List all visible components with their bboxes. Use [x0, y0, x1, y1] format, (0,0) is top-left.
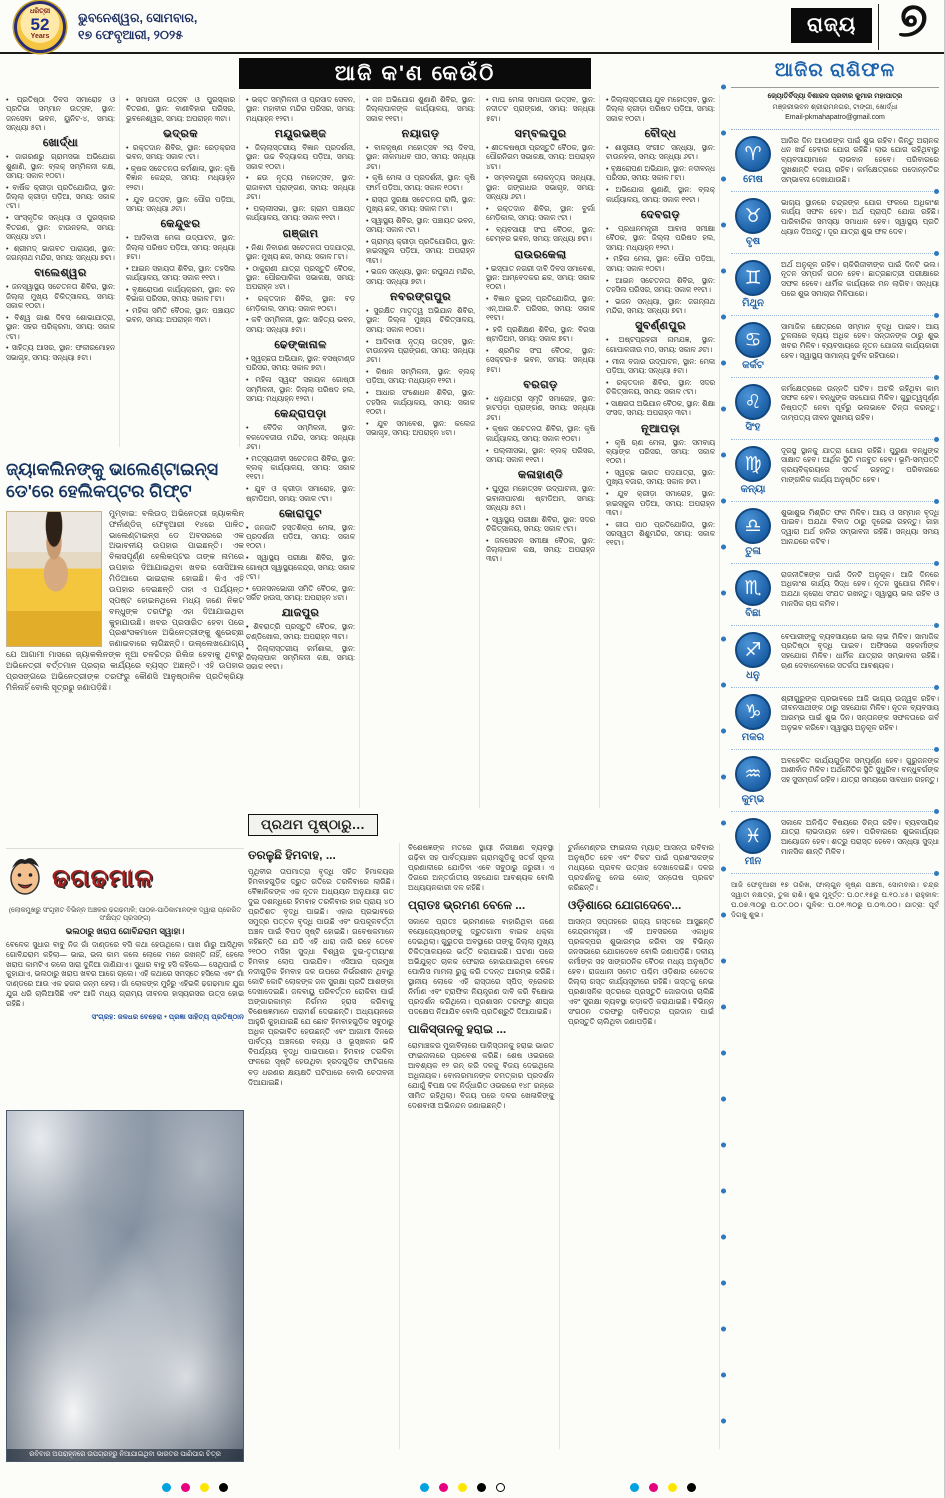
- city-heading: ବରଗଡ଼: [523, 378, 558, 391]
- registration-mark: [496, 1483, 505, 1492]
- article-headline: ପ୍ରାତଃ ଭ୍ରମଣ ବେଳେ ...: [408, 898, 526, 913]
- cartoon-lead: ଭଲଠାରୁ ଖରାପ ଗୋବିନ୍ଦରାମ ସ୍ୱାହା।: [65, 926, 185, 936]
- cartoon-title: ଢଗଢମାଳ: [52, 864, 154, 892]
- article-body: ମୁମ୍ବାଇ: ବଲିଉଡ୍ ଅଭିନେତ୍ରୀ ଜ୍ୟାକଲିନ୍ ଫର୍ନାଣ୍ଡିଜ୍ ଫେବୃଆରୀ ୧୪ରେ ପାଳିତ ଭାଲେଣ୍ଟାଇନ୍ସ ଡେ ଅବସରରେ ଏକ ଅଭାବନୀୟ ଉପହାର ପାଇଛନ୍ତି। ଏକ ବିଳାସପୂର୍ଣ୍ଣ ହେଲିକପ୍ଟର ତାଙ୍କ ନାମରେ ଉପହାର ଦିଆଯାଇଥିବା ଖବର ସୋସିଆଲ ମିଡିଆରେ ଭାଇରାଲ ହୋଇଛି। କିଏ ଏହି ଉପହାର ଦେଇଛନ୍ତି ତାହା ଏ ପର୍ଯ୍ୟନ୍ତ ସ୍ପଷ୍ଟ ହୋଇନଥିଲେ ମଧ୍ୟ ଜଣେ ନିକଟ ବନ୍ଧୁଙ୍କ ତରଫରୁ ଏହା ଦିଆଯାଇଥିବା କୁହାଯାଉଛି। ଖବର ପ୍ରସାରିତ ହେବା ପରେ ପ୍ରଶଂସକମାନେ ଅଭିନେତ୍ରୀଙ୍କୁ ଶୁଭେଚ୍ଛା ଜଣାଇବାରେ ଲାଗିଛନ୍ତି। ଉଲ୍ଲେଖଯୋଗ୍ୟ ଯେ ଆଗାମୀ ମାସରେ ଜ୍ୟାକଲିନଙ୍କ ନୂଆ ଚଳଚ୍ଚିତ୍ର ରିଲିଜ ହେବାକୁ ଥିବାରୁ ଅଭିନେତ୍ରୀ ବର୍ତ୍ତମାନ ପ୍ରଚାର କାର୍ଯ୍ୟରେ ବ୍ୟସ୍ତ ଅଛନ୍ତି। ଏହି ଉପହାର ପ୍ରସଙ୍ଗରେ ଅଭିନେତ୍ରୀଙ୍କ ତରଫରୁ କୌଣସି ଆନୁଷ୍ଠାନିକ ପ୍ରତିକ୍ରିୟା ମିଳିନାହିଁ ବୋଲି ସୂତ୍ରରୁ ଜଣାପଡ଼ିଛି।: [6, 508, 244, 692]
- zodiac-icon: ♉: [735, 198, 771, 234]
- horoscope-sign-5: [731, 378, 939, 440]
- event-item: • ହକି ପ୍ରଶିକ୍ଷଣ ଶିବିର, ସ୍ଥାନ: ବିରସା ଷ୍ଟାଡିଅମ, ସମୟ: ସକାଳ ୭ଟା।: [486, 324, 595, 344]
- firstpage-columns: [248, 843, 722, 1449]
- event-item: • ସ୍ୱଚ୍ଛତା ଅଭିଯାନ, ସ୍ଥାନ: ବସଷ୍ଟାଣ୍ଡ ପରିସର, ସମୟ: ସକାଳ ୭ଟା।: [246, 354, 355, 373]
- zodiac-icon-wrap: [731, 756, 775, 805]
- print-marks-center: [420, 1483, 505, 1492]
- zodiac-icon-wrap: [731, 570, 775, 619]
- horoscope-text: କର୍ମକ୍ଷେତ୍ରରେ ଉନ୍ନତି ଘଟିବ। ଅଟକି ରହିଥିବା କାମ ସଫଳ ହେବ। ବନ୍ଧୁଙ୍କ ସହଯୋଗ ମିଳିବ। ଗୁରୁତ୍ୱପୂର୍ଣ୍ଣ ନିଷ୍ପତ୍ତି ନେବା ପୂର୍ବରୁ ଭଲଭାବେ ଚିନ୍ତା କରନ୍ତୁ। ଦାମ୍ପତ୍ୟ ଜୀବନ ସୁଖମୟ ରହିବ।: [781, 383, 939, 422]
- article-body: ବିଶେଷଜ୍ଞଙ୍କ ମତରେ ସ୍ଥାୟୀ ନିରୀକ୍ଷଣ ବ୍ୟବସ୍ଥା ଗଢ଼ିବା ସହ ପାର୍ବତ୍ୟାଞ୍ଚଳ ଗ୍ରାମଗୁଡ଼ିକୁ ସତର୍କ ସୂଚନା ପ୍ରଣାଳୀରେ ଯୋଡ଼ିବା ଏବେ ସବୁଠାରୁ ଜରୁରୀ। ଏ ଦିଗରେ ଅନ୍ତର୍ଜାତୀୟ ସହଯୋଗ ଆବଶ୍ୟକ ବୋଲି ଅଧ୍ୟୟନକାରୀ ଦଳ କହିଛି।: [408, 843, 554, 893]
- city-heading: କେନ୍ଦୁଝର: [160, 218, 201, 231]
- horoscope-text: ଅବହେଳିତ କାର୍ଯ୍ୟଗୁଡ଼ିକ ସମ୍ପୂର୍ଣ୍ଣ ହେବ। ଗୁରୁଜନଙ୍କ ଆଶୀର୍ବାଦ ମିଳିବ। ଅର୍ଥନୈତିକ ସ୍ଥିତି ସୁଧୁରିବ। ବନ୍ଧୁବର୍ଗଙ୍କ ସହ ସୁସମ୍ପର୍କ ରହିବ। ଯାତ୍ରା ସମୟରେ ସାବଧାନ ରହନ୍ତୁ।: [781, 755, 939, 785]
- cartoon-body: ବେଳେକ ସୁଧାର ବାବୁ ନିଜ ଗାଁ ଦାଣ୍ଡରେ ବସି କଥା ହେଉଥିଲେ। ପାଖ ଗାଁରୁ ଆସିଥିବା ଗୋବିନ୍ଦରାମ କହିଲା— ଭାଇ, ଭଲ କାମ କଲେ ଲୋକେ ମନେ ରଖନ୍ତି ନାହିଁ, ହେଲେ ଖରାପ କାମଟିଏ କଲେ ସାରା ଦୁନିଆ ଜାଣିଯାଏ। ସୁଧାର ବାବୁ ହସି କହିଲେ— ସେଥିପାଇଁ ତ କୁହାଯାଏ, ଭଲଠାରୁ ଖରାପ ଖବର ଆଗେ ଚାଲେ। ଏହି କଥାରେ ସମସ୍ତେ ହସିଲେ ଏବଂ ଗାଁ ଦାଣ୍ଡରେ ଆଉ ଏକ ଢଗର ଜନ୍ମ ହେଲା। ଗାଁ ଲୋକଙ୍କ ମୁହଁରୁ ଏହିଭଳି ଢଗଢମାଳ ଯୁଗ ଯୁଗ ଧରି ଚାଲିଆସିଛି ଏବଂ ଆଜି ମଧ୍ୟ ଗ୍ରାମ୍ୟ ଜୀବନର ହାସ୍ୟରସର ଉତ୍ସ ହୋଇ ରହିଛି।: [6, 940, 244, 1008]
- zodiac-icon-wrap: [731, 384, 775, 433]
- zodiac-icon: ♑: [735, 694, 771, 730]
- zodiac-icon-wrap: [731, 508, 775, 557]
- event-item: • ବାର୍ଷିକ କ୍ରୀଡ଼ା ପ୍ରତିଯୋଗିତା, ସ୍ଥାନ: ଜିଲ୍ଲା କ୍ରୀଡ଼ା ପଡ଼ିଆ, ସମୟ: ସକାଳ ୯ଟା।: [6, 182, 115, 211]
- firstpage-continuations: [248, 814, 722, 1464]
- event-item: • ଯୁବ ସମାବେଶ, ସ୍ଥାନ: କଲେଜ ସଭାଗୃହ, ସମୟ: ଅପରାହ୍ନ ୪ଟା।: [366, 418, 475, 438]
- masthead: [0, 0, 945, 54]
- firstpage-col-3: [568, 843, 720, 1449]
- article-headline: ପାକିସ୍ତାନକୁ ହରାଇ ...: [408, 1022, 507, 1037]
- city-heading: ଖୋର୍ଦ୍ଧା: [42, 137, 79, 150]
- event-item: • ଭଜନ ସନ୍ଧ୍ୟା, ସ୍ଥାନ: ଜଗନ୍ନାଥ ମନ୍ଦିର, ସମୟ: ସନ୍ଧ୍ୟା ୭ଟା।: [606, 296, 715, 316]
- horoscope-sign-6: [731, 440, 939, 502]
- yellow-dot: [668, 1483, 677, 1492]
- zodiac-name: ମେଷ: [743, 173, 763, 185]
- zodiac-icon: ♏: [735, 570, 771, 606]
- event-item: • ମହିଳା ସ୍ୱୟଂ ସହାୟକ ଗୋଷ୍ଠୀ ସମ୍ମିଳନୀ, ସ୍ଥାନ: ଜିଲ୍ଲା ପରିଷଦ ହଲ, ସମୟ: ମଧ୍ୟାହ୍ନ ୧୨ଟା।: [246, 375, 355, 403]
- cartoon-header: [6, 854, 244, 903]
- article-body: ପୃଥିବୀର ତାପମାତ୍ରା ବୃଦ୍ଧି ସହିତ ହିମାଳୟର ହିମବାହଗୁଡ଼ିକ ଦ୍ରୁତ ଗତିରେ ତରଳିବାରେ ଲାଗିଛି। ବୈଜ୍ଞାନିକଙ୍କ ଏକ ନୂତନ ଅଧ୍ୟୟନ ଅନୁଯାୟୀ ଗତ ଦୁଇ ଦଶନ୍ଧିରେ ହିମବାହ ତରଳିବାର ହାର ପ୍ରାୟ ୪୦ ପ୍ରତିଶତ ବୃଦ୍ଧି ପାଇଛି। ଏହାର ପ୍ରଭାବରେ ସମୁଦ୍ର ପତ୍ତନ ବୃଦ୍ଧି ପାଉଛି ଏବଂ ଉପକୂଳବର୍ତ୍ତୀ ଅଞ୍ଚଳ ପାଇଁ ବିପଦ ସୃଷ୍ଟି ହୋଇଛି। ଗବେଷକମାନେ କହିଛନ୍ତି ଯେ ଯଦି ଏହି ଧାରା ଜାରି ରହେ ତେବେ ୨୧୦୦ ମସିହା ସୁଦ୍ଧା ବିଶ୍ୱର ଦୁଇ-ତୃତୀୟାଂଶ ହିମବାହ ଲୋପ ପାଇଯିବ। ଏସିଆର ପ୍ରମୁଖ ନଦୀଗୁଡ଼ିକ ହିମବାହ ଜଳ ଉପରେ ନିର୍ଭରଶୀଳ ଥିବାରୁ କୋଟି କୋଟି ଲୋକଙ୍କ ଜଳ ସୁରକ୍ଷା ପ୍ରତି ଆଶଙ୍କା ଦେଖାଦେଇଛି। ଜଳବାୟୁ ପରିବର୍ତ୍ତନ ରୋକିବା ପାଇଁ ଅଙ୍ଗାରକାମ୍ଳ ନିର୍ଗମନ ହ୍ରାସ କରିବାକୁ ବିଶେଷଜ୍ଞମାନେ ପରାମର୍ଶ ଦେଇଛନ୍ତି। ଅଧ୍ୟୟନରେ ଆହୁରି କୁହାଯାଇଛି ଯେ ଛୋଟ ହିମବାହଗୁଡ଼ିକ ସବୁଠାରୁ ଅଧିକ ପ୍ରଭାବିତ ହେଉଛନ୍ତି ଏବଂ ଆଗାମୀ ଦିନରେ ପାର୍ବତ୍ୟ ଅଞ୍ଚଳରେ ବନ୍ୟା ଓ ଭୂସ୍ଖଳନ ଭଳି ବିପର୍ଯ୍ୟୟ ବୃଦ୍ଧି ପାଇପାରେ। ହିମବାହ ତରଳିବା ଫଳରେ ସୃଷ୍ଟି ହେଉଥିବା ହ୍ରଦଗୁଡ଼ିକ ଫାଟିଗଲେ ବଡ଼ ଧରଣର କ୍ଷୟକ୍ଷତି ଘଟିପାରେ ବୋଲି ଚେତାବନୀ ଦିଆଯାଇଛି।: [248, 866, 394, 1087]
- event-item: • ମହିଳା ମେଳା, ସ୍ଥାନ: ପୌର ପଡ଼ିଆ, ସମୟ: ସକାଳ ୧୦ଟା।: [606, 254, 715, 273]
- event-item: • ଆଦିବାସୀ ମେଳା ଉଦ୍‌ଘାଟନ, ସ୍ଥାନ: ଜିଲ୍ଲା ପରିଷଦ ପଡ଼ିଆ, ସମୟ: ସନ୍ଧ୍ୟା ୫ଟା।: [126, 233, 235, 261]
- dateline-city: ଭୁବନେଶ୍ୱର, ସୋମବାର,: [78, 11, 198, 25]
- event-item: • ଯୁବ ଓ କ୍ରୀଡ଼ା ସମାରୋହ, ସ୍ଥାନ: ଷ୍ଟାଡିଅମ, ସମୟ: ସକାଳ ୯ଟା।: [246, 484, 355, 503]
- city-heading: ସୁବର୍ଣ୍ଣପୁର: [635, 320, 686, 333]
- horoscope-text: ରାଜନୀତିଜ୍ଞଙ୍କ ପାଇଁ ଦିନଟି ଅନୁକୂଳ। ଆଜି ଦିନରେ ଅଧିକାଂଶ କାର୍ଯ୍ୟ ସିଦ୍ଧ ହେବ। ନୂତନ ସୁଯୋଗ ମିଳିବ। ଅଯଥା କ୍ରୋଧ ସଂଯତ ରଖନ୍ତୁ। ସ୍ୱାସ୍ଥ୍ୟ ଭଲ ରହିବ ଓ ମାନସିକ ଚାପ କମିବ।: [781, 569, 939, 608]
- firstpage-label: ପ୍ରଥମ ପୃଷ୍ଠାରୁ...: [248, 814, 378, 836]
- city-heading: ବାଲେଶ୍ୱର: [34, 267, 87, 280]
- city-heading: ରାଉରକେଲା: [514, 248, 567, 261]
- event-item: • ମତ୍ସ୍ୟଜୀବୀ ସଚେତନତା ଶିବିର, ସ୍ଥାନ: ବ୍ଲକ୍ କାର୍ଯ୍ୟାଳୟ, ସମୟ: ସକାଳ ୧୧ଟା।: [246, 453, 355, 482]
- cyan-dot: [630, 1483, 639, 1492]
- event-item: • ମୀନା ବଜାର ଉଦ୍‌ଘାଟନ, ସ୍ଥାନ: ମେଳା ପଡ଼ିଆ, ସମୟ: ସନ୍ଧ୍ୟା ୫ଟା।: [606, 356, 715, 375]
- city-heading: କେନ୍ଦ୍ରାପଡ଼ା: [274, 408, 327, 421]
- horoscope-text: ଭାଗ୍ୟ ସ୍ଥାନରେ ଚନ୍ଦ୍ରଙ୍କ ଯୋଗ ଫଳରେ ଅଧିକାଂଶ କାର୍ଯ୍ୟ ସଫଳ ହେବ। ଅର୍ଥ ପ୍ରାପ୍ତି ଯୋଗ ରହିଛି। ପାରିବାରିକ ସମସ୍ୟା ସମାଧାନ ହେବ। ସ୍ୱାସ୍ଥ୍ୟ ପ୍ରତି ଧ୍ୟାନ ଦିଅନ୍ତୁ। ଦୂର ଯାତ୍ରା ଶୁଭ ଫଳ ଦେବ।: [781, 197, 939, 236]
- dateline: [78, 10, 197, 44]
- city-heading: ଯାଜପୁର: [281, 607, 320, 620]
- article-headline: ତରଳୁଛି ହିମବାହ, ...: [248, 848, 336, 862]
- event-item: • ସୁରକ୍ଷିତ ମାତୃତ୍ୱ ଅଭିଯାନ ଶିବିର, ସ୍ଥାନ: ଜିଲ୍ଲା ମୁଖ୍ୟ ଚିକିତ୍ସାଳୟ, ସମୟ: ସକାଳ ୧୦ଟା।: [366, 306, 475, 334]
- event-item: • ଠାକୁରାଣୀ ଯାତ୍ରା ପ୍ରସ୍ତୁତି ବୈଠକ, ସ୍ଥାନ: ପୌରପାଳିକା ସଭାକକ୍ଷ, ସମୟ: ଅପରାହ୍ନ ୪ଟା।: [246, 263, 355, 292]
- horoscope-text: ଶୁଭାଶୁଭ ମିଶ୍ରିତ ଫଳ ମିଳିବ। ଆୟ ଓ ସମ୍ମାନ ବୃଦ୍ଧି ପାଇବ। ଅଯଥା ବିବାଦ ଠାରୁ ଦୂରେଇ ରହନ୍ତୁ। କାହା ଦ୍ୱାରା ଅର୍ଥ ହାନିର ସମ୍ଭାବନା ରହିଛି। ସନ୍ଧ୍ୟା ସମୟ ଆନନ୍ଦରେ କଟିବ।: [781, 507, 939, 546]
- zodiac-name: ସିଂହ: [745, 421, 761, 433]
- zodiac-icon-wrap: [731, 260, 775, 309]
- event-item: • ଶ୍ରମିକ ସଂଘ ବୈଠକ, ସ୍ଥାନ: ସେକ୍ଟର-୫ ଭବନ, ସମୟ: ସନ୍ଧ୍ୟା ୫ଟା।: [486, 345, 595, 374]
- event-item: • ନିଶା ନିବାରଣ ସଚେତନତା ପଦଯାତ୍ରା, ସ୍ଥାନ: ମୁଖ୍ୟ ଛକ, ସମୟ: ସକାଳ ୮ଟା।: [246, 242, 355, 261]
- event-item: • ରକ୍ତଦାନ ଶିବିର, ସ୍ଥାନ: ରେଡ଼କ୍ରସ ଭବନ, ସମୟ: ସକାଳ ୯ଟା।: [126, 142, 235, 162]
- event-item: • ସାଂସ୍କୃତିକ ସନ୍ଧ୍ୟା ଓ ପୁରସ୍କାର ବିତରଣ, ସ୍ଥାନ: ଟାଉନହଲ, ସମୟ: ସନ୍ଧ୍ୟା ୪ଟା।: [6, 213, 115, 241]
- event-item: • ବୃକ୍ଷରୋପଣ କାର୍ଯ୍ୟକ୍ରମ, ସ୍ଥାନ: ବନ ବିଭାଗ ପରିସର, ସମୟ: ସକାଳ ୮ଟା।: [126, 284, 235, 304]
- zodiac-name: କନ୍ୟା: [740, 483, 766, 495]
- event-item: • କୃଷକ ସଚେତନତା ଶିବିର, ସ୍ଥାନ: କୃଷି କାର୍ଯ୍ୟାଳୟ, ସମୟ: ସକାଳ ୧୦ଟା।: [486, 424, 595, 443]
- weather-satellite-image: [6, 1110, 244, 1462]
- horoscope-text: ଆଜିର ଦିନ ଆପଣଙ୍କ ପାଇଁ ଶୁଭ ରହିବ। କିନ୍ତୁ ଅଚାନକ ଧନ ଖର୍ଚ୍ଚ ହେବାର ଯୋଗ ରହିଛି। ଲାଭ ଯୋଗ ରହିଥିବାରୁ ବ୍ୟବସାୟୀମାନେ ଲାଭବାନ ହେବେ। ପରିବାରରେ ସୁଖଶାନ୍ତି ବଜାୟ ରହିବ। କର୍ମକ୍ଷେତ୍ରରେ ପଦୋନ୍ନତିର ସମ୍ଭାବନା ଦେଖାଯାଉଛି।: [781, 135, 939, 184]
- firstpage-col-2: [408, 843, 560, 1449]
- astrologer-address: ମଞ୍ଜରୀଭବନ ଶ୍ରୀରାମନଗର, ଟାଙ୍ଗୀ, ଖୋର୍ଦ୍ଧା: [772, 103, 898, 111]
- event-item: • ଜଳସେଚନ ସମୀକ୍ଷା ବୈଠକ, ସ୍ଥାନ: ଜିଲ୍ଲାପାଳ କକ୍ଷ, ସମୟ: ଅପରାହ୍ନ ୩ଟା।: [486, 535, 595, 564]
- zodiac-icon-wrap: [731, 322, 775, 371]
- print-marks-left: [162, 1483, 228, 1492]
- horoscope-text: ଶ୍ରୀଗୁରୁଙ୍କ ପ୍ରଭାବରେ ଆଜି ଭାଗ୍ୟ ଉଜ୍ୱଳ ରହିବ। ଜୀବନସାଥୀଙ୍କ ଠାରୁ ସହଯୋଗ ମିଳିବ। ନୂତନ ବ୍ୟବସାୟ ଆରମ୍ଭ ପାଇଁ ଶୁଭ ଦିନ। ସନ୍ତାନଙ୍କ ସଫଳତାରେ ଗର୍ବ ଅନୁଭବ କରିବେ। ସ୍ୱାସ୍ଥ୍ୟ ଅନୁକୂଳ ରହିବ।: [781, 693, 939, 732]
- panchang-note: ଆଜି ଫେବୃଆରୀ ୧୭ ତାରିଖ, ଫାଲ୍‌ଗୁନ କୃଷ୍ଣ ପଞ୍ଚମୀ, ସୋମବାର। ଚନ୍ଦ୍ର ସ୍ୱାତୀ ନକ୍ଷତ୍ର, ତୁଳା ରାଶି। ଶୁଭ ମୁହୂର୍ତ୍ତ: ଘ.୦୯.୧୫ରୁ ଘ.୧୦.୪୫। ରାହୁକାଳ: ଘ.୦୭.୩୦ରୁ ଘ.୦୯.୦୦। ଗୁଳିକ: ଘ.୦୧.୩୦ରୁ ଘ.୦୩.୦୦। ଯାତ୍ରା: ପୂର୍ବ ଦିଗକୁ ଶୁଭ।: [731, 879, 939, 920]
- magenta-dot: [181, 1483, 190, 1492]
- zodiac-icon: ♒: [735, 756, 771, 792]
- city-heading: ବୌଦ୍ଧ: [644, 127, 677, 140]
- events-column-4: [366, 95, 480, 808]
- zodiac-icon: ♊: [735, 260, 771, 296]
- yellow-dot: [200, 1483, 209, 1492]
- event-item: • ବୈଦିକ ସମ୍ମିଳନୀ, ସ୍ଥାନ: ବଳଦେବଜୀଉ ମନ୍ଦିର, ସମୟ: ସନ୍ଧ୍ୟା ୬ଟା।: [246, 423, 355, 451]
- article-body: ଟୁର୍ନାମେଣ୍ଟର ଫାଇନାଲ ମ୍ୟାଚ୍ ଆସନ୍ତା ରବିବାର ଅନୁଷ୍ଠିତ ହେବ ଏବଂ ଟିକଟ ପାଇଁ ପ୍ରଶଂସକଙ୍କ ମଧ୍ୟରେ ପ୍ରବଳ ଉତ୍ସାହ ଦେଖାଦେଇଛି। ଦଳର ପ୍ରଦର୍ଶନକୁ ନେଇ କୋଚ୍ ସନ୍ତୋଷ ପ୍ରକଟ କରିଛନ୍ତି।: [568, 843, 714, 893]
- event-item: • କବି ସମ୍ମିଳନୀ, ସ୍ଥାନ: ସାହିତ୍ୟ ଭବନ, ସମୟ: ସନ୍ଧ୍ୟା ୫ଟା।: [246, 315, 355, 334]
- city-heading: ଢେଙ୍କାନାଳ: [274, 339, 327, 352]
- event-item: • ଅଷ୍ଟପ୍ରହରୀ ନାମଯଜ୍ଞ, ସ୍ଥାନ: ଗୋପାଳଜୀଉ ମଠ, ସମୟ: ସକାଳ ୬ଟା।: [606, 335, 715, 354]
- zodiac-name: ବୃଷ: [745, 235, 761, 247]
- article-headline: ଓଡ଼ିଶାରେ ଯୋଗଦେବେ...: [568, 898, 682, 913]
- black-dot: [219, 1483, 228, 1492]
- event-item: • ଶ୍ରୀମଦ୍ ଭାଗବତ ପାରାୟଣ, ସ୍ଥାନ: ଜଗନ୍ନାଥ ମନ୍ଦିର, ସମୟ: ସନ୍ଧ୍ୟା ୭ଟା।: [6, 243, 115, 263]
- event-item: • ଜନସ୍ୱାସ୍ଥ୍ୟ ସଚେତନତା ଶିବିର, ସ୍ଥାନ: ଜିଲ୍ଲା ମୁଖ୍ୟ ଚିକିତ୍ସାଳୟ, ସମୟ: ସକାଳ ୧୦ଟା।: [6, 282, 115, 311]
- city-heading: ମୟୂରଭଞ୍ଜ: [274, 127, 327, 140]
- event-item: • ମାଘ ମେଳା ସମାପନୀ ଉତ୍ସବ, ସ୍ଥାନ: ନଦୀତଟ ପ୍ରାଙ୍ଗଣ, ସମୟ: ସନ୍ଧ୍ୟା ୫ଟା।: [486, 95, 595, 123]
- event-item: • ଅଭିଯୋଗ ଶୁଣାଣି, ସ୍ଥାନ: ବ୍ଲକ୍ କାର୍ଯ୍ୟାଳୟ, ସମୟ: ସକାଳ ୧୧ଟା।: [606, 185, 715, 204]
- event-item: • ଜନଜାତି ହସ୍ତଶିଳ୍ପ ମେଳା, ସ୍ଥାନ: ପ୍ରଦର୍ଶନୀ ପଡ଼ିଆ, ସମୟ: ସକାଳ ୧୦ଟା।: [246, 522, 355, 551]
- zodiac-icon-wrap: [731, 198, 775, 247]
- horoscope-sign-8: [731, 564, 939, 626]
- event-item: • ଆଧାର ସଂଶୋଧନ ଶିବିର, ସ୍ଥାନ: ତହସିଲ କାର୍ଯ୍ୟାଳୟ, ସମୟ: ସକାଳ ୧୦ଟା।: [366, 388, 475, 416]
- horoscope-sign-3: [731, 254, 939, 316]
- astrologer-email: Email-pkmahapatro@gmail.com: [785, 114, 885, 121]
- event-item: • ବାଳକୃଷ୍ଣ ମହୋତ୍ସବ ୨ୟ ଦିବସ, ସ୍ଥାନ: ନୀଳମାଧବ ପୀଠ, ସମୟ: ସନ୍ଧ୍ୟା ୬ଟା।: [366, 142, 475, 171]
- logo-years-label: Years: [30, 33, 50, 40]
- jacqueline-photo: [6, 511, 102, 647]
- event-item: • ଜିଲ୍ଲାସ୍ତରୀୟ କର୍ମଶାଳା, ସ୍ଥାନ: ଜିଲ୍ଲାପାଳ ସମ୍ମିଳନୀ କକ୍ଷ, ସମୟ: ସକାଳ ୧୧ଟା।: [246, 643, 355, 672]
- zodiac-icon-wrap: [731, 632, 775, 681]
- magenta-dot: [439, 1483, 448, 1492]
- zodiac-icon: ♋: [735, 322, 771, 358]
- event-item: • ସ୍ୱାସ୍ଥ୍ୟ ଶିବିର, ସ୍ଥାନ: ପଞ୍ଚାୟତ ଭବନ, ସମୟ: ସକାଳ ୯ଟା।: [366, 215, 475, 235]
- cartoon-mascot-icon: [6, 854, 44, 903]
- event-item: • ଜିଲ୍ଲାସ୍ତରୀୟ ଯୁବ ମହୋତ୍ସବ, ସ୍ଥାନ: ଜିଲ୍ଲା କ୍ରୀଡ଼ା ପରିଷଦ ପଡ଼ିଆ, ସମୟ: ସକାଳ ୧୦ଟା।: [606, 95, 715, 123]
- events-title: ଆଜି କ'ଣ କେଉଁଠି: [239, 58, 591, 89]
- zodiac-name: ମୀନ: [744, 855, 762, 867]
- zodiac-name: ଧନୁ: [746, 669, 760, 681]
- horoscope-column: [731, 58, 939, 1464]
- events-column-3: [246, 95, 360, 808]
- zodiac-icon: ♓: [735, 818, 771, 854]
- horoscope-title: ଆଜିର ରାଶିଫଳ: [731, 58, 939, 88]
- city-heading: ସମ୍ବଲପୁର: [514, 127, 567, 140]
- horoscope-sign-7: [731, 502, 939, 564]
- yellow-dot: [458, 1483, 467, 1492]
- newspaper-logo: [14, 1, 66, 53]
- horoscope-text: ସକାଳେ ଅନିଶ୍ଚିତ ବିଷୟରେ ଚିନ୍ତା ରହିବ। ବ୍ୟବସାୟିକ ଯାତ୍ରା ଲାଭଦାୟକ ହେବ। ପରିବାରରେ ଶୁଭକାର୍ଯ୍ୟର ଆୟୋଜନ ହେବ। ଶତ୍ରୁ ପରାସ୍ତ ହେବେ। ସନ୍ଧ୍ୟା ସୁଦ୍ଧା ମାନସିକ ଶାନ୍ତି ମିଳିବ।: [781, 817, 939, 856]
- event-item: • ଆଦିବାସୀ ନୃତ୍ୟ ଉତ୍ସବ, ସ୍ଥାନ: ଟାଉନହଲ ପ୍ରାଙ୍ଗଣ, ସମୟ: ସନ୍ଧ୍ୟା ୬ଟା।: [366, 336, 475, 365]
- section-label: ରାଜ୍ୟ: [791, 8, 872, 43]
- event-item: • ରକ୍ତଦାନ ଶିବିର, ସ୍ଥାନ: ବୁର୍ଲା ମେଡ଼ିକାଲ, ସମୟ: ସକାଳ ୯ଟା।: [486, 203, 595, 223]
- event-item: • ସମାପନୀ ଉତ୍ସବ ଓ ପୁରସ୍କାର ବିତରଣ, ସ୍ଥାନ: ବାଣୀବିହାର ପରିସର, ଭୁବନେଶ୍ୱର, ସମୟ: ଅପରାହ୍ନ ୩ଟା।: [126, 95, 235, 123]
- cartoon-subtitle: (ଲୋକମୁଖରୁ ସଂଗୃହୀତ ବିଭିନ୍ନ ଅଞ୍ଚଳର ଢଗଢମାଳି; ପାଠକ-ପାଠିକାମାନଙ୍କ ଦ୍ୱାରା ପ୍ରେରିତ ସଂକ୍ଷିପ୍ତ ପ୍ରସଙ୍ଗ): [8, 907, 242, 922]
- astrologer-name: ଜ୍ୟୋତିର୍ବିଦ୍ୟା ବିଶାରଦ ପ୍ରବୀର କୁମାର ମହାପାତ୍ର: [767, 93, 903, 100]
- event-item: • ସମ୍ବଲପୁରୀ ଲୋକନୃତ୍ୟ ସନ୍ଧ୍ୟା, ସ୍ଥାନ: ଗଙ୍ଗାଧର ସଭାଗୃହ, ସମୟ: ସନ୍ଧ୍ୟା ୬ଟା।: [486, 173, 595, 202]
- masthead-divider: [878, 4, 879, 50]
- horoscope-text: ଦୂରସ୍ଥ ସ୍ଥାନକୁ ଯାତ୍ରା ଯୋଗ ରହିଛି। ପୁରୁଣା ବନ୍ଧୁଙ୍କ ସାକ୍ଷାତ ହେବ। ଆର୍ଥିକ ସ୍ଥିତି ମଜବୁତ ହେବ। ଭୂମି-ସମ୍ପତ୍ତି କ୍ରୟବିକ୍ରୟରେ ସତର୍କ ରହନ୍ତୁ। ପରିବାରରେ ମାଙ୍ଗଳିକ କାର୍ଯ୍ୟ ଅନୁଷ୍ଠିତ ହେବ।: [781, 445, 939, 484]
- cyan-dot: [420, 1483, 429, 1492]
- horoscope-sign-12: [731, 812, 939, 874]
- article-body: ରୋମାଞ୍ଚକର ମୁକାବିଲାରେ ପାକିସ୍ତାନକୁ ହରାଇ ଭାରତ ଫାଇନାଲରେ ପ୍ରବେଶ କରିଛି। ଶେଷ ଓଭରରେ ଆବଶ୍ୟକ ୧୨ ରନ୍ କରି ଦଳକୁ ବିଜୟ ଦେଇଥିଲେ ଅଧିନାୟକ। ବୋଲରମାନଙ୍କ ଚମତ୍କାର ପ୍ରଦର୍ଶନ ଯୋଗୁଁ ବିପକ୍ଷ ଦଳ ନିର୍ଦ୍ଧାରିତ ଓଭରରେ ୧୪୮ ରନ୍‌ରେ ସୀମିତ ରହିଥିଲା। ବିଜୟ ପରେ ଦଳର ଖେଳାଳିଙ୍କୁ ଦେଶବାସୀ ଅଭିନନ୍ଦନ ଜଣାଇଛନ୍ତି।: [408, 1040, 554, 1111]
- zodiac-name: କର୍କଟ: [742, 359, 764, 371]
- event-item: • ଭକ୍ତ ସମ୍ମିଳନୀ ଓ ପ୍ରସାଦ ସେବନ, ସ୍ଥାନ: ମହାବୀର ମନ୍ଦିର ପରିସର, ସମୟ: ମଧ୍ୟାହ୍ନ ୧୨ଟା।: [246, 95, 355, 123]
- event-item: • ସ୍ୱଚ୍ଛ ଭାରତ ପଦଯାତ୍ରା, ସ୍ଥାନ: ମୁଖ୍ୟ ବଜାର, ସମୟ: ସକାଳ ୭ଟା।: [606, 468, 715, 487]
- article-body: ଆସନ୍ତା ସପ୍ତାହରେ ରାଜ୍ୟ ଗସ୍ତରେ ଆସୁଛନ୍ତି କେନ୍ଦ୍ରମନ୍ତ୍ରୀ। ଏହି ଅବସରରେ ଏକାଧିକ ପ୍ରକଳ୍ପର ଶୁଭାରମ୍ଭ କରିବା ସହ ବିଭିନ୍ନ ଜନସଭାରେ ଯୋଗଦେବେ ବୋଲି ଜଣାପଡ଼ିଛି। ଦଳୀୟ କର୍ମୀଙ୍କ ସହ ସାଙ୍ଗଠନିକ ବୈଠକ ମଧ୍ୟ ଅନୁଷ୍ଠିତ ହେବ। ରାଜଧାନୀ ସମେତ ପଶ୍ଚିମ ଓଡ଼ିଶାର କେତେକ ଜିଲ୍ଲା ଗସ୍ତ କାର୍ଯ୍ୟସୂଚୀରେ ରହିଛି। ଗସ୍ତକୁ ନେଇ ପ୍ରଶାସନିକ ସ୍ତରରେ ପ୍ରସ୍ତୁତି ଜୋରଦାର ଚାଲିଛି ଏବଂ ସୁରକ୍ଷା ବ୍ୟବସ୍ଥା କଡ଼ାକଡ଼ି କରାଯାଇଛି। ବିଭିନ୍ନ ସଂଗଠନ ତରଫରୁ ଦାବିପତ୍ର ପ୍ରଦାନ ପାଇଁ ପ୍ରସ୍ତୁତି ଚାଲିଥିବା ଜଣାପଡ଼ିଛି।: [568, 916, 714, 1027]
- article-body: ସକାଳେ ପ୍ରାତଃ ଭ୍ରମଣରେ ବାହାରିଥିବା ଜଣେ ବୟୋଜ୍ୟେଷ୍ଠଙ୍କୁ ଦ୍ରୁତଗାମୀ ବାଇକ ଧକ୍କା ଦେଇଥିଲା। ଗୁରୁତର ଅବସ୍ଥାରେ ତାଙ୍କୁ ଜିଲ୍ଲା ମୁଖ୍ୟ ଚିକିତ୍ସାଳୟରେ ଭର୍ତ୍ତି କରାଯାଇଛି। ଘଟଣା ପରେ ଅଭିଯୁକ୍ତ ଚାଳକ ଫେରାର ହୋଇଯାଇଥିବା ବେଳେ ପୋଲିସ ମାମଲା ରୁଜୁ କରି ତଦନ୍ତ ଆରମ୍ଭ କରିଛି। ସ୍ଥାନୀୟ ଲୋକେ ଏହି ରାସ୍ତାରେ ସ୍ପିଡ୍ ବ୍ରେକର ନିର୍ମାଣ ଏବଂ ଟ୍ରାଫିକ ନିୟନ୍ତ୍ରଣ ଦାବି କରି ବିକ୍ଷୋଭ ପ୍ରଦର୍ଶନ କରିଥିଲେ। ପ୍ରଶାସନ ତରଫରୁ ଶୀଘ୍ର ପଦକ୍ଷେପ ନିଆଯିବ ବୋଲି ପ୍ରତିଶ୍ରୁତି ଦିଆଯାଇଛି।: [408, 916, 554, 1017]
- zodiac-icon-wrap: [731, 818, 775, 867]
- event-item: • ଆଇନ ସଚେତନତା ଶିବିର, ସ୍ଥାନ: ତହସିଲ ପରିସର, ସମୟ: ସକାଳ ୧୧ଟା।: [606, 275, 715, 294]
- event-item: • ଯୁବ ଉତ୍ସବ, ସ୍ଥାନ: ପୌର ପଡ଼ିଆ, ସମୟ: ସନ୍ଧ୍ୟା ୬ଟା।: [126, 194, 235, 213]
- event-item: • ଜିଲ୍ଲାସ୍ତରୀୟ ବିଜ୍ଞାନ ପ୍ରଦର୍ଶନୀ, ସ୍ଥାନ: ଉଚ୍ଚ ବିଦ୍ୟାଳୟ ପଡ଼ିଆ, ସମୟ: ସକାଳ ୧୦ଟା।: [246, 142, 355, 171]
- city-heading: ନୟାଗଡ଼: [401, 127, 440, 140]
- city-heading: ନୂଆପଡ଼ା: [640, 422, 681, 435]
- horoscope-sign-2: [731, 192, 939, 254]
- zodiac-name: ମକର: [741, 731, 765, 743]
- event-item: • ଶାସ୍ତ୍ରୀୟ ସଂଗୀତ ସନ୍ଧ୍ୟା, ସ୍ଥାନ: ଟାଉନହଲ, ସମୟ: ସନ୍ଧ୍ୟା ୬ଟା।: [606, 142, 715, 162]
- event-item: • ସାକ୍ଷରତା ଅଭିଯାନ ବୈଠକ, ସ୍ଥାନ: ଶିକ୍ଷା ସଂସଦ, ସମୟ: ଅପରାହ୍ନ ୩ଟା।: [606, 398, 715, 418]
- event-item: • ଘୁମୁରା ମହୋତ୍ସବ ଉଦ୍‌ଘାଟନୀ, ସ୍ଥାନ: ଭବାନୀପାଟଣା ଷ୍ଟାଡିଅମ, ସମୟ: ସନ୍ଧ୍ୟା ୫ଟା।: [486, 484, 595, 512]
- event-item: • ଧନୁଯାତ୍ରା ସ୍ମୃତି ସମାରୋହ, ସ୍ଥାନ: ହାଟପଡ଼ା ପ୍ରାଙ୍ଗଣ, ସମୟ: ସନ୍ଧ୍ୟା ୬ଟା।: [486, 393, 595, 422]
- horoscope-sign-10: [731, 688, 939, 750]
- event-item: • ପଲ୍ଲୀସଭା, ସ୍ଥାନ: ବ୍ଲକ୍ ପରିସର, ସମୟ: ସକାଳ ୧୧ଟା।: [486, 445, 595, 464]
- zodiac-icon: ♎: [735, 508, 771, 544]
- event-item: • ମହିଳା ସମିତି ବୈଠକ, ସ୍ଥାନ: ପଞ୍ଚାୟତ ଭବନ, ସମୟ: ଅପରାହ୍ନ ୩ଟା।: [126, 306, 235, 325]
- events-column-2: [126, 95, 240, 447]
- event-item: • ବିଶ୍ୱ ଗାଈ ଦିବସ ଶୋଭାଯାତ୍ରା, ସ୍ଥାନ: ସହର ପରିକ୍ରମା, ସମୟ: ସକାଳ ୯ଟା।: [6, 312, 115, 341]
- event-item: • ସ୍ୱାସ୍ଥ୍ୟ ପରୀକ୍ଷା ଶିବିର, ସ୍ଥାନ: ଗୋଷ୍ଠୀ ସ୍ୱାସ୍ଥ୍ୟକେନ୍ଦ୍ର, ସମୟ: ସକାଳ ୯ଟା।: [246, 553, 355, 581]
- horoscope-sign-11: [731, 750, 939, 812]
- event-item: • ସ୍ୱାସ୍ଥ୍ୟ ପରୀକ୍ଷା ଶିବିର, ସ୍ଥାନ: ସଦର ଚିକିତ୍ସାଳୟ, ସମୟ: ସକାଳ ୯ଟା।: [486, 514, 595, 533]
- zodiac-icon: ♍: [735, 446, 771, 482]
- horoscope-sign-1: [731, 130, 939, 192]
- event-item: • ଗ୍ରାମ୍ୟ କ୍ରୀଡ଼ା ପ୍ରତିଯୋଗିତା, ସ୍ଥାନ: ହାଇସ୍କୁଲ ପଡ଼ିଆ, ସମୟ: ଅପରାହ୍ନ ୩ଟା।: [366, 236, 475, 265]
- cartoon-section: [6, 848, 244, 1106]
- event-item: • ପଲ୍ଲୀସଭା, ସ୍ଥାନ: ଗ୍ରାମ ପଞ୍ଚାୟତ କାର୍ଯ୍ୟାଳୟ, ସମୟ: ସକାଳ ୧୧ଟା।: [246, 203, 355, 223]
- zodiac-name: ବିଛା: [745, 607, 761, 619]
- event-item: • କୃଷି ମେଳା ଓ ପ୍ରଦର୍ଶନୀ, ସ୍ଥାନ: କୃଷି ଫାର୍ମ ପଡ଼ିଆ, ସମୟ: ସକାଳ ୧୦ଟା।: [366, 173, 475, 192]
- zodiac-icon: ♌: [735, 384, 771, 420]
- event-item: • ଗୀତା ପାଠ ପ୍ରତିଯୋଗିତା, ସ୍ଥାନ: ସରସ୍ୱତୀ ଶିଶୁମନ୍ଦିର, ସମୟ: ସକାଳ ୧୧ଟା।: [606, 519, 715, 548]
- zodiac-icon: ♈: [735, 136, 771, 172]
- event-item: • ଶୀତଳଷଷ୍ଠୀ ପ୍ରସ୍ତୁତି ବୈଠକ, ସ୍ଥାନ: ପୌରନିଗମ ସଭାକକ୍ଷ, ସମୟ: ଅପରାହ୍ନ ୪ଟା।: [486, 142, 595, 171]
- horoscope-sign-9: [731, 626, 939, 688]
- city-heading: ଗଞ୍ଜାମ: [282, 227, 319, 240]
- dateline-date: ୧୭ ଫେବୃଆରୀ, ୨୦୨୫: [78, 27, 183, 42]
- black-dot: [687, 1483, 696, 1492]
- event-item: • ଭଜନ ସନ୍ଧ୍ୟା, ସ୍ଥାନ: ରଘୁନାଥ ମନ୍ଦିର, ସମୟ: ସନ୍ଧ୍ୟା ୭ଟା।: [366, 267, 475, 286]
- city-heading: ଦେବଗଡ଼: [640, 208, 681, 221]
- event-item: • ଛଉ ନୃତ୍ୟ ମହୋତ୍ସବ, ସ୍ଥାନ: ରାଜାବାଟୀ ପ୍ରାଙ୍ଗଣ, ସମୟ: ସନ୍ଧ୍ୟା ୬ଟା।: [246, 173, 355, 202]
- event-item: • ଶିବରାତ୍ରି ପ୍ରସ୍ତୁତି ବୈଠକ, ସ୍ଥାନ: ଚଣ୍ଡିଖୋଲ, ସମୟ: ଅପରାହ୍ନ ୩ଟା।: [246, 622, 355, 641]
- article-headline: ଜ୍ୟାକଲିନଙ୍କୁ ଭାଲେଣ୍ଟାଇନ୍ସ ଡେ'ରେ ହେଲିକପ୍ଟର ଗିଫ୍ଟ: [6, 459, 219, 502]
- cyan-dot: [162, 1483, 171, 1492]
- city-heading: କୋରାପୁଟ: [279, 507, 322, 520]
- firstpage-col-1: [248, 843, 400, 1449]
- event-item: • ସାହିତ୍ୟ ଆସର, ସ୍ଥାନ: ଫକୀରମୋହନ ସଭାଗୃହ, ସମୟ: ସନ୍ଧ୍ୟା ୫ଟା।: [6, 343, 115, 362]
- black-dot: [477, 1483, 486, 1492]
- event-item: • ରାସ୍ତା ସୁରକ୍ଷା ସଚେତନତା ରାଲି, ସ୍ଥାନ: ମୁଖ୍ୟ ଛକ, ସମୟ: ସକାଳ ୮ଟା।: [366, 194, 475, 213]
- city-heading: ଭଦ୍ରକ: [163, 127, 198, 140]
- event-item: • ପେନସନଭୋଗୀ ସମିତି ବୈଠକ, ସ୍ଥାନ: ସର୍କିଟ ହାଉସ, ସମୟ: ଅପରାହ୍ନ ୪ଟା।: [246, 583, 355, 603]
- zodiac-icon-wrap: [731, 136, 775, 185]
- event-item: • ପ୍ରଧାନମନ୍ତ୍ରୀ ଆବାସ ସମୀକ୍ଷା ବୈଠକ, ସ୍ଥାନ: ଜିଲ୍ଲା ପରିଷଦ ହଲ, ସମୟ: ମଧ୍ୟାହ୍ନ ୧୨ଟା।: [606, 223, 715, 252]
- page-number: ୭: [898, 0, 928, 47]
- cartoon-credit: ସଂଗ୍ରହ: ଜଳଧର ବେହେରା • ପ୍ରଜ୍ଞା ସାହିତ୍ୟ ପ୍ରତିଷ୍ଠାନ: [91, 1012, 244, 1022]
- event-item: • ବିଜ୍ଞାନ କୁଇଜ୍ ପ୍ରତିଯୋଗିତା, ସ୍ଥାନ: ଏନ୍.ଆଇ.ଟି. ପରିସର, ସମୟ: ସକାଳ ୧୧ଟା।: [486, 294, 595, 322]
- horoscope-text: ଅର୍ଥ ଅନୁକୂଳ ରହିବ। ଚାକିରିଜୀବୀଙ୍କ ପାଇଁ ଦିନଟି ଭଲ। ନୂତନ ସମ୍ପର୍କ ଗଠନ ହେବ। ଛାତ୍ରଛାତ୍ରୀ ପରୀକ୍ଷାରେ ସଫଳ ହେବେ। ଧାର୍ମିକ କାର୍ଯ୍ୟରେ ମନ ଲାଗିବ। ସନ୍ଧ୍ୟା ପରେ ଶୁଭ ସମାଚାର ମିଳିପାରେ।: [781, 259, 939, 298]
- event-item: • ରକ୍ତଦାନ ଶିବିର, ସ୍ଥାନ: ବଡ଼ ମେଡ଼ିକାଲ, ସମୟ: ସକାଳ ୧୦ଟା।: [246, 294, 355, 313]
- print-marks-right: [630, 1483, 696, 1492]
- event-item: • ଆଇନ ସହାୟତା ଶିବିର, ସ୍ଥାନ: ତହସିଲ କାର୍ଯ୍ୟାଳୟ, ସମୟ: ସକାଳ ୧୧ଟା।: [126, 263, 235, 283]
- zodiac-icon-wrap: [731, 694, 775, 743]
- event-item: • କିଷାନ ସମ୍ମିଳନୀ, ସ୍ଥାନ: ବ୍ଲକ୍ ପଡ଼ିଆ, ସମୟ: ମଧ୍ୟାହ୍ନ ୧୨ଟା।: [366, 367, 475, 386]
- events-column-6: [606, 95, 720, 808]
- jacqueline-article: [6, 458, 244, 842]
- events-column-5: [486, 95, 600, 808]
- event-item: • କୃଷି ଋଣ ମେଳା, ସ୍ଥାନ: ସମବାୟ ବ୍ୟାଙ୍କ ପରିସର, ସମୟ: ସକାଳ ୧୦ଟା।: [606, 437, 715, 466]
- event-item: • କୃଷକ ସଚେତନତା କର୍ମଶାଳା, ସ୍ଥାନ: କୃଷି ବିଜ୍ଞାନ କେନ୍ଦ୍ର, ସମୟ: ମଧ୍ୟାହ୍ନ ୧୨ଟା।: [126, 164, 235, 192]
- magenta-dot: [649, 1483, 658, 1492]
- event-item: • ଯୁବ କ୍ରୀଡ଼ା ସମାରୋହ, ସ୍ଥାନ: ହାଇସ୍କୁଲ ପଡ଼ିଆ, ସମୟ: ଅପରାହ୍ନ ୩ଟା।: [606, 489, 715, 517]
- zodiac-name: କୁମ୍ଭ: [741, 793, 765, 805]
- city-heading: ନବରଙ୍ଗପୁର: [389, 291, 452, 304]
- events-column-1: [6, 95, 120, 447]
- logo-years: 52: [30, 15, 50, 34]
- event-item: • ଜନ ଅଭିଯୋଗ ଶୁଣାଣି ଶିବିର, ସ୍ଥାନ: ଜିଲ୍ଲାପାଳଙ୍କ କାର୍ଯ୍ୟାଳୟ, ସମୟ: ସକାଳ ୧୧ଟା।: [366, 95, 475, 123]
- horoscope-sign-4: [731, 316, 939, 378]
- event-item: • ଇସ୍ପାତ ନଗରୀ ଦାବି ଦିବସ ସମାବେଶ, ସ୍ଥାନ: ଆମ୍ବେଦକର ଛକ, ସମୟ: ସକାଳ ୧୦ଟା।: [486, 263, 595, 292]
- horoscope-text: ବେପାରୀଙ୍କୁ ବ୍ୟବସାୟରେ ଭଲ ଲାଭ ମିଳିବ। ସାମାଜିକ ପ୍ରତିଷ୍ଠା ବୃଦ୍ଧି ପାଇବ। ଅଫିସରେ ସହକର୍ମୀଙ୍କ ସହଯୋଗ ମିଳିବ। ଧାର୍ମିକ ଯାତ୍ରାର ସମ୍ଭାବନା ରହିଛି। ଋଣ ଦେବାନେବାରେ ସତର୍କତା ଆବଶ୍ୟକ।: [781, 631, 939, 670]
- zodiac-icon-wrap: [731, 446, 775, 495]
- zodiac-name: ତୁଳା: [745, 545, 761, 557]
- horoscope-text: ସାମାଜିକ କ୍ଷେତ୍ରରେ ସମ୍ମାନ ବୃଦ୍ଧି ପାଇବ। ଆୟ ତୁଳନାରେ ବ୍ୟୟ ଅଧିକ ହେବ। ସନ୍ତାନଙ୍କ ଠାରୁ ଶୁଭ ଖବର ମିଳିବ। ବ୍ୟବସାୟରେ ନୂତନ ଯୋଜନା କାର୍ଯ୍ୟକାରୀ ହେବ। ସ୍ୱାସ୍ଥ୍ୟ ସାମାନ୍ୟ ଦୁର୍ବଳ ରହିପାରେ।: [781, 321, 939, 360]
- zodiac-name: ମିଥୁନ: [742, 297, 764, 309]
- event-item: • ପ୍ରତିଷ୍ଠା ଦିବସ ସମାରୋହ ଓ ପ୍ରତିଭା ସମ୍ମାନ ଉତ୍ସବ, ସ୍ଥାନ: ଜନସେବା ଭବନ, ୟୁନିଟ-୪, ସମୟ: ସନ୍ଧ୍ୟା ୫ଟା।: [6, 95, 115, 132]
- event-item: • ବୃକ୍ଷରୋପଣ ଅଭିଯାନ, ସ୍ଥାନ: ନଦୀବନ୍ଧ ପରିସର, ସମୟ: ସକାଳ ୮ଟା।: [606, 164, 715, 183]
- weather-caption: ରବିବାର ଅପରାହ୍ନରେ ଉପଗ୍ରହରୁ ନିଆଯାଇଥିବା ଭାରତର ପାଣିପାଗ ଚିତ୍ର: [7, 1449, 243, 1461]
- event-item: • ରକ୍ତଦାନ ଶିବିର, ସ୍ଥାନ: ସଦର ଚିକିତ୍ସାଳୟ, ସମୟ: ସକାଳ ୯ଟା।: [606, 377, 715, 397]
- logo-name: ଧରିତ୍ରୀ: [29, 8, 51, 15]
- event-item: • ବ୍ୟବସାୟୀ ସଂଘ ବୈଠକ, ସ୍ଥାନ: ଚେମ୍ବର ଭବନ, ସମୟ: ସନ୍ଧ୍ୟା ୭ଟା।: [486, 225, 595, 244]
- event-item: • ଜାଗରଣରୁ ଗ୍ରାମସଭା ଅଭିଯୋଗ ଶୁଣାଣି, ସ୍ଥାନ: ବ୍ଲକ୍ ସମ୍ମିଳନୀ କକ୍ଷ, ସମୟ: ସକାଳ ୧୦ଟା।: [6, 152, 115, 180]
- city-heading: କଳାହାଣ୍ଡି: [517, 469, 564, 482]
- astrologer-info: [731, 88, 939, 130]
- dotted-column-rule: [719, 64, 728, 1460]
- horo-signs-list: [731, 130, 939, 874]
- zodiac-icon: ♐: [735, 632, 771, 668]
